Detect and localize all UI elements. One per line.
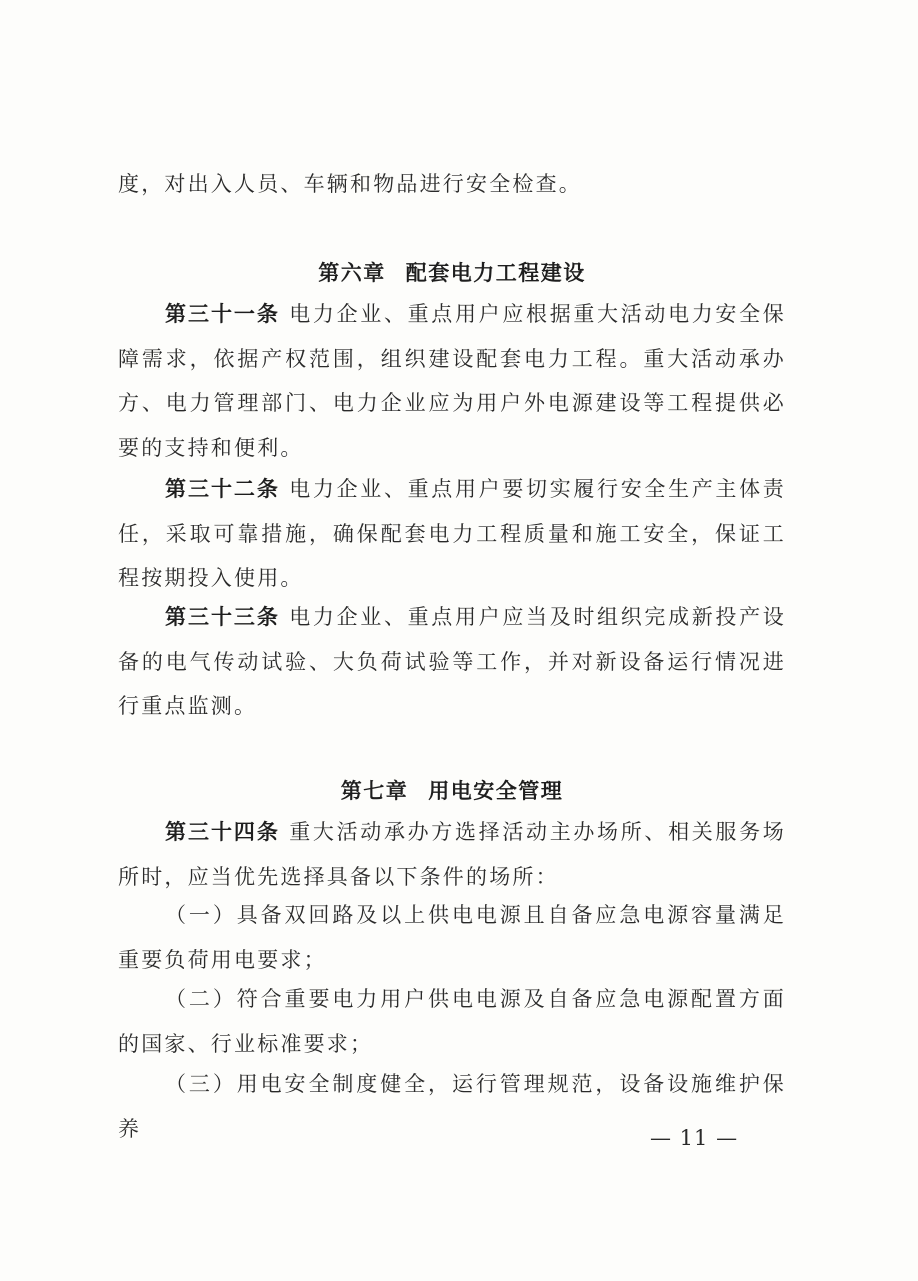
article-33 xyxy=(118,595,786,729)
chapter-six-heading xyxy=(118,257,786,287)
list-item: （一）具备双回路及以上供电电源且自备应急电源容量满足重要负荷用电要求； xyxy=(118,903,786,972)
chapter-six-number: 第六章 xyxy=(318,261,386,285)
article-32 xyxy=(118,467,786,601)
chapter-seven-title: 用电安全管理 xyxy=(428,779,564,803)
article-34 xyxy=(118,810,786,899)
article-32-text: 电力企业、重点用户要切实履行安全生产主体责任，采取可靠措施，确保配套电力工程质量和施工安全，保证工程按期投入使用。 xyxy=(118,477,786,590)
article-32-label: 第三十二条 xyxy=(165,477,280,501)
article-31-text: 电力企业、重点用户应根据重大活动电力安全保障需求，依据产权范围，组织建设配套电力工程。重大活动承办方、电力管理部门、电力企业应为用户外电源建设等工程提供必要的支持和便利。 xyxy=(118,302,786,460)
list-item: （二）符合重要电力用户供电电源及自备应急电源配置方面的国家、行业标准要求； xyxy=(118,987,786,1056)
continuation-paragraph: 度，对出入人员、车辆和物品进行安全检查。 xyxy=(118,172,582,196)
article-34-text: 重大活动承办方选择活动主办场所、相关服务场所时，应当优先选择具备以下条件的场所： xyxy=(118,820,786,889)
article-33-label: 第三十三条 xyxy=(165,605,280,629)
chapter-seven-heading xyxy=(118,775,786,805)
article-33-text: 电力企业、重点用户应当及时组织完成新投产设备的电气传动试验、大负荷试验等工作，并对新设备运行情况进行重点监测。 xyxy=(118,605,786,718)
article-34-label: 第三十四条 xyxy=(165,820,280,844)
list-item: （三）用电安全制度健全，运行管理规范，设备设施维护保养 xyxy=(118,1072,786,1141)
chapter-seven-number: 第七章 xyxy=(340,779,409,803)
article-31 xyxy=(118,292,786,470)
page-number: — 11 — xyxy=(650,1126,739,1150)
chapter-six-title: 配套电力工程建设 xyxy=(405,261,586,285)
article-31-label: 第三十一条 xyxy=(165,302,280,326)
